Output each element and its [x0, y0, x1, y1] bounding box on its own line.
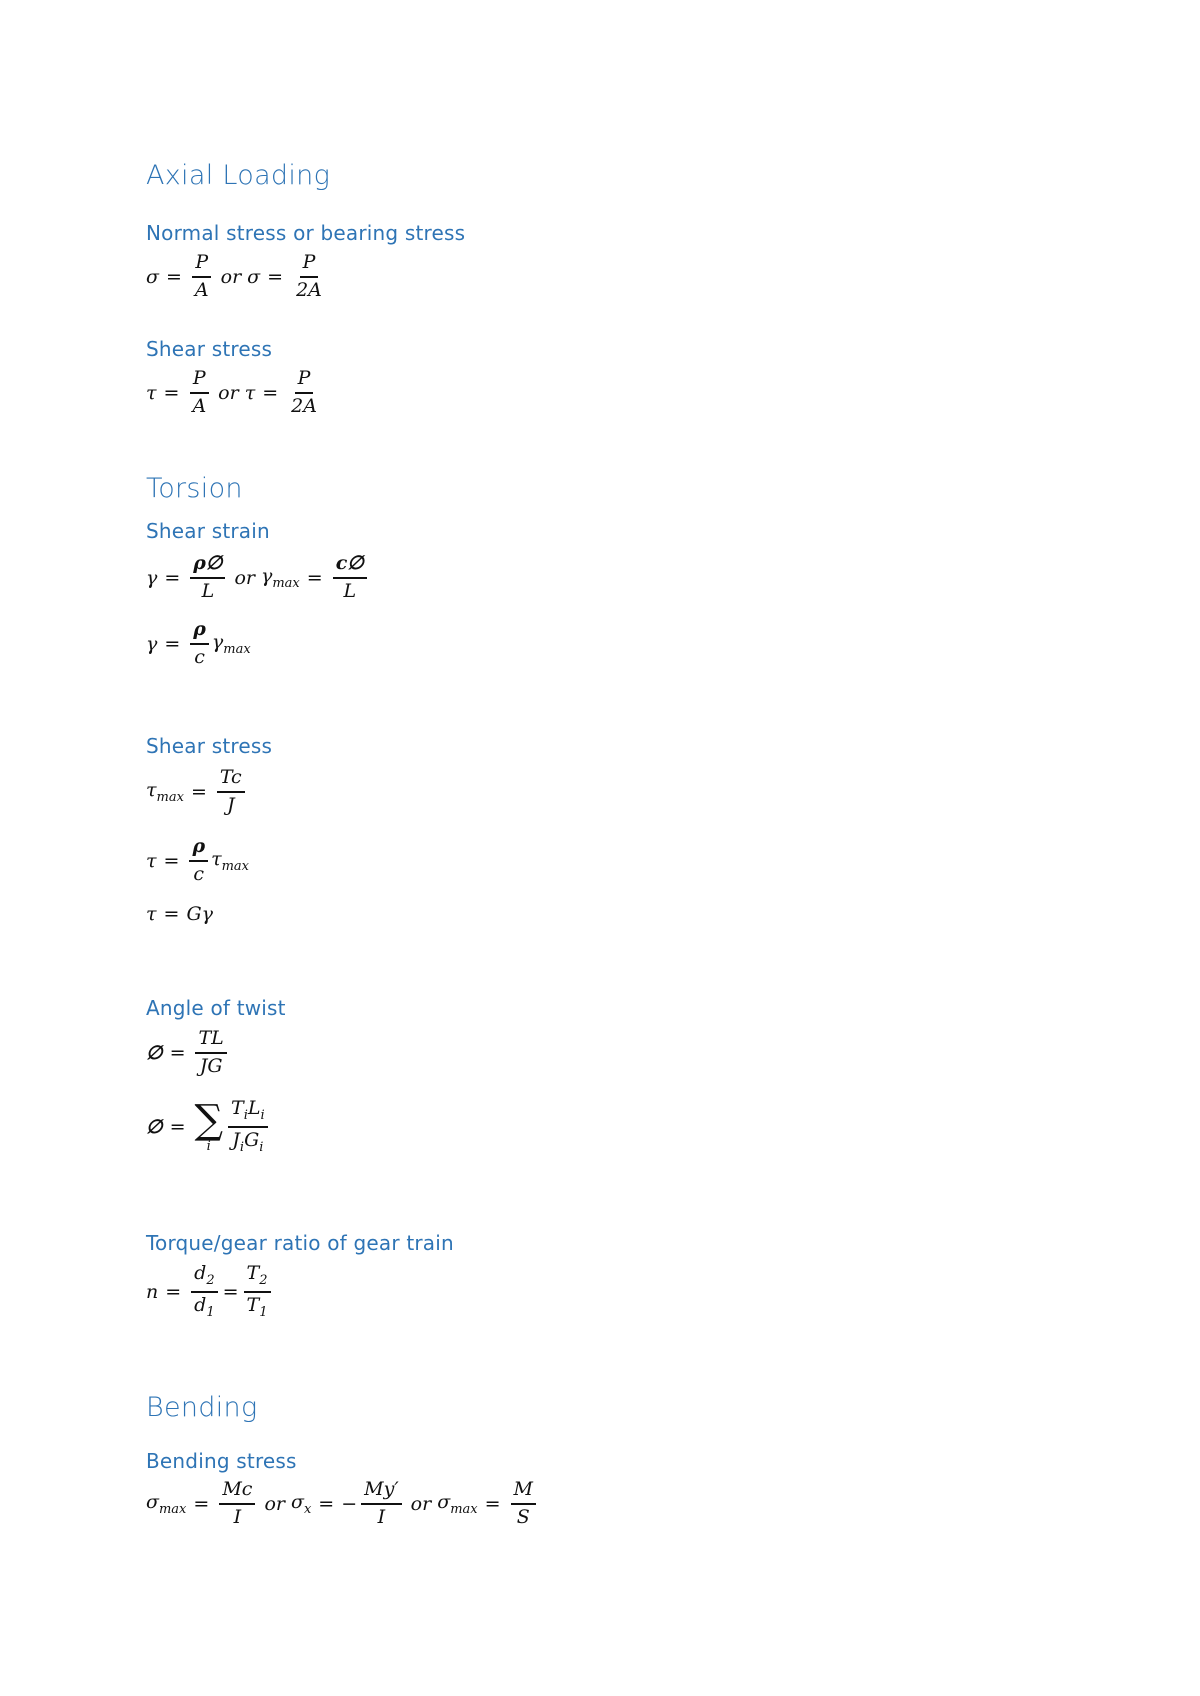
- fraction-p-over-a: $\frac{P}{A}$: [192, 252, 212, 302]
- or-word: or: [218, 381, 239, 404]
- equals-sign: =: [267, 265, 284, 288]
- fraction-d2-over-d1: $\frac{d_2}{d_1}$: [191, 1263, 217, 1321]
- equals-sign: =: [190, 780, 207, 803]
- sigma-x: $\sigma_x$: [290, 1490, 312, 1517]
- equals-sign: =: [306, 566, 323, 589]
- fraction-my-prime-over-i: $\frac{My'}{I}$: [361, 1479, 402, 1529]
- g-gamma: Gγ: [186, 903, 213, 925]
- fraction-rho-over-c: $\frac{\rho}{c}$: [190, 619, 209, 669]
- equation-shear-strain-ratio: [146, 619, 251, 669]
- tau-max: $\tau_{max}$: [211, 847, 250, 874]
- equals-sign: =: [318, 1492, 335, 1515]
- gamma-max: $\gamma_{max}$: [261, 564, 300, 591]
- or-word: or: [410, 1492, 432, 1515]
- fraction-rho-phi-over-l: $\frac{\rho\emptyset}{L}$: [190, 553, 225, 603]
- subheading-shear-strain: Shear strain: [146, 519, 270, 543]
- equation-angle-of-twist: [146, 1028, 230, 1078]
- fraction-tili-over-jigi: $\frac{T_iL_i}{J_iG_i}$: [228, 1098, 268, 1156]
- fraction-p-over-a: $\frac{P}{A}$: [189, 368, 209, 418]
- subheading-bending-stress: Bending stress: [146, 1449, 297, 1473]
- or-word: or: [220, 265, 242, 288]
- equals-sign: =: [163, 849, 180, 872]
- fraction-p-over-2a: $\frac{P}{2A}$: [291, 367, 317, 417]
- equals-sign: =: [484, 1492, 501, 1515]
- equals-sign: =: [164, 632, 181, 655]
- fraction-c-phi-over-l: $\frac{c\emptyset}{L}$: [333, 553, 367, 603]
- subheading-shear-stress-axial: Shear stress: [146, 337, 273, 361]
- or-word: or: [264, 1492, 285, 1515]
- tau-max: $\tau_{max}$: [146, 778, 184, 805]
- symbol-n: n: [146, 1280, 159, 1303]
- equation-tau-g-gamma: [146, 903, 213, 925]
- heading-torsion: Torsion: [146, 473, 243, 504]
- subheading-shear-stress-torsion: Shear stress: [146, 734, 273, 758]
- equals-sign: =: [163, 903, 180, 925]
- equals-sign: =: [165, 265, 182, 288]
- subheading-gear-ratio: Torque/gear ratio of gear train: [146, 1231, 454, 1255]
- equation-gear-ratio: [146, 1263, 274, 1321]
- fraction-p-over-2a: $\frac{P}{2A}$: [296, 251, 322, 301]
- symbol-gamma: γ: [146, 632, 158, 655]
- equation-shear-stress-axial: [146, 368, 323, 418]
- fraction-mc-over-i: $\frac{Mc}{I}$: [219, 1479, 255, 1529]
- equals-sign: =: [262, 381, 279, 404]
- equation-angle-of-twist-sum: [146, 1098, 271, 1156]
- equation-normal-stress: [146, 252, 328, 302]
- equals-sign: =: [222, 1280, 239, 1303]
- sigma-max: $\sigma_{max}$: [146, 1490, 187, 1517]
- equals-sign: =: [169, 1115, 186, 1138]
- fraction-t2-over-t1: $\frac{T_2}{T_1}$: [244, 1263, 271, 1321]
- equation-tau-ratio: [146, 836, 249, 886]
- symbol-gamma: γ: [146, 566, 158, 589]
- symbol-phi: ∅: [146, 1041, 163, 1064]
- gamma-max: $\gamma_{max}$: [211, 630, 251, 657]
- symbol-tau: τ: [244, 381, 256, 404]
- equation-shear-strain: [146, 553, 370, 603]
- equals-sign: =: [164, 566, 181, 589]
- equation-tau-max: [146, 767, 248, 817]
- subheading-angle-of-twist: Angle of twist: [146, 996, 286, 1020]
- equals-sign: =: [169, 1041, 186, 1064]
- fraction-tc-over-j: $\frac{Tc}{J}$: [217, 767, 245, 817]
- fraction-tl-over-jg: $\frac{TL}{JG}$: [195, 1028, 226, 1078]
- symbol-sigma: σ: [146, 265, 159, 288]
- heading-bending: Bending: [146, 1392, 258, 1423]
- fraction-rho-over-c: $\frac{\rho}{c}$: [189, 836, 208, 886]
- symbol-tau: τ: [146, 849, 157, 872]
- subheading-normal-stress: Normal stress or bearing stress: [146, 221, 466, 245]
- symbol-phi: ∅: [146, 1115, 163, 1138]
- equals-sign: =: [193, 1492, 210, 1515]
- summation: ∑ i: [194, 1097, 224, 1155]
- heading-axial-loading: Axial Loading: [146, 160, 331, 191]
- symbol-sigma: σ: [247, 265, 261, 288]
- fraction-m-over-s: $\frac{M}{S}$: [511, 1479, 536, 1529]
- minus-sign: −: [341, 1492, 358, 1515]
- sigma-max: $\sigma_{max}$: [437, 1490, 478, 1517]
- symbol-tau: τ: [146, 381, 157, 404]
- equals-sign: =: [163, 381, 180, 404]
- or-word: or: [234, 566, 255, 589]
- equals-sign: =: [165, 1280, 182, 1303]
- equation-bending-stress: [146, 1479, 539, 1529]
- symbol-tau: τ: [146, 903, 157, 925]
